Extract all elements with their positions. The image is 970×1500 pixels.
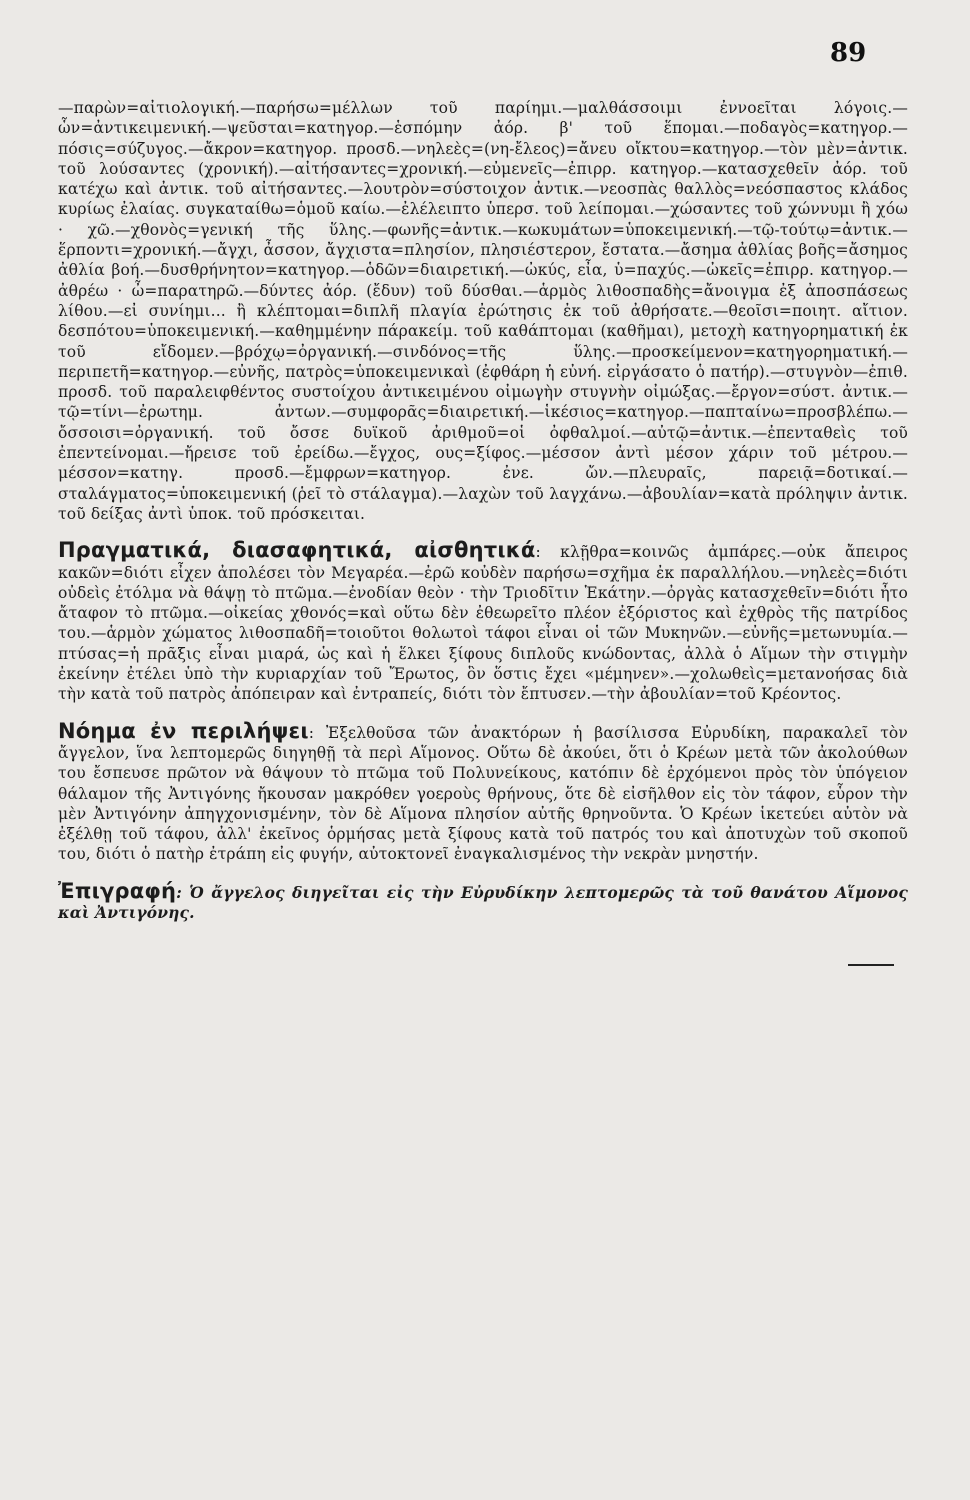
- title-paragraph: [58, 878, 908, 924]
- page-number: 89: [830, 38, 867, 68]
- glossary-text: —παρὼν=αἰτιολογική.—παρήσω=μέλλων τοῦ παρίημι.—μαλθάσσοιμι ἐννοεῖται λόγοις.—ὧν=ἀντικειμενική.—ψεῦσται=κατηγορ.—ἑσπόμην ἀόρ. β' τοῦ ἕπομαι.—ποδαγὸς=κατηγορ.—πόσις=σύζυγος.—ἄκρον=κατηγορ. προσδ.—νηλεὲς=(νη-ἔλεος)=ἄνευ οἴκτου=κατηγορ.—τὸν μὲν=ἀντικ. τοῦ λούσαντες (χρονική).—αἰτήσαντες=χρονική.—εὐμενεῖς—ἐπιρρ. κατηγορ.—κατασχεθεῖν ἀόρ. τοῦ κατέχω καὶ ἀντικ. τοῦ αἰτήσαντες.—λουτρὸν=σύστοιχον ἀντικ.—νεοσπὰς θαλλὸς=νεόσπαστος κλάδος κυρίως ἐλαίας. συγκαταίθω=ὁμοῦ καίω.—ἐλέλειπτο ὑπερσ. τοῦ λείπομαι.—χώσαντες τοῦ χώννυμι ἢ χόω · χῶ.—χθονὸς=γενική τῆς ὕλης.—φωνῆς=ἀντικ.—κωκυμάτων=ὑποκειμενική.—τῷ-τούτῳ=ἀντικ.—ἕρποντι=χρονική.—ἄγχι, ἆσσον, ἄγχιστα=πλησίον, πλησιέστερον, ἔστατα.—ἄσημα ἀθλίας βοῆς=ἄσημος ἀθλία βοή.—δυσθρήνητον=κατηγορ.—ὁδῶν=διαιρετική.—ὠκύς, εἶα, ὑ=παχύς.—ὠκεῖς=ἐπιρρ. κατηγορ.—ἀθρέω · ὦ=παρατηρῶ.—δύντες ἀόρ. (ἔδυν) τοῦ δύσθαι.—ἁρμὸς λιθοσπαδὴς=ἄνοιγμα ἐξ ἀποσπάσεως λίθου.—εἰ συνίημι... ἢ κλέπτομαι=διπλῆ πλαγία ἐρώτησις ἐκ τοῦ ἀθρήσατε.—θεοῖσι=ποιητ. αἴτιον. δεσπότου=ὑποκειμενική.—καθημμένην πάρακείμ. τοῦ καθάπτομαι (καθῆμαι), μετοχὴ κατηγορηματική ἐκ τοῦ εἴδομεν.—βρόχῳ=ὀργανική.—σινδόνος=τῆς ὕλης.—προσκείμενον=κατηγορηματική.—περιπετῆ=κατηγορ.—εὐνῆς, πατρὸς=ὑποκειμενικαὶ (ἐφθάρη ἡ εὐνή. εἰργάσατο ὁ πατήρ).—στυγνὸν—ἐπιθ. προσδ. τοῦ παραλειφθέντος συστοίχου ἀντικειμένου οἰμωγὴν στυγνὴν οἰμώξας.—ἔργον=σύστ. ἀντικ.—τῷ=τίνι—ἐρωτημ. ἀντων.—συμφορᾶς=διαιρετική.—ἱκέσιος=κατηγορ.—παπταίνω=προσβλέπω.—ὄσσοισι=ὀργανική. τοῦ ὄσσε δυϊκοῦ ἀριθμοῦ=οἱ ὀφθαλμοί.—αὐτῷ=ἀντικ.—ἐπενταθεὶς τοῦ ἐπεντείνομαι.—ἤρεισε τοῦ ἐρείδω.—ἔγχος, ους=ξίφος.—μέσσον ἀντὶ μέσον χάριν τοῦ μέτρου.—μέσσον=κατηγ. προσδ.—ἔμφρων=κατηγορ. ἐνε. ὤν.—πλευραῖς, παρειᾷ=δοτικαί.—σταλάγματος=ὑποκειμενική (ῥεῖ τὸ στάλαγμα).—λαχὼν τοῦ λαγχάνω.—ἀβουλίαν=κατὰ πρόληψιν ἀντικ. τοῦ δείξας ἀντὶ ὑποκ. τοῦ πρόσκειται.: [58, 99, 908, 523]
- practical-notes-heading: Πραγματικά, διασαφητικά, αἰσθητικά: [58, 538, 536, 563]
- title-heading: Ἐπιγραφή: [58, 878, 177, 903]
- title-section: [58, 878, 908, 924]
- summary-paragraph: [58, 718, 908, 865]
- section-divider-rule: [848, 964, 894, 966]
- summary-heading: Νόημα ἐν περιλήψει: [58, 718, 309, 743]
- practical-notes-paragraph: [58, 540, 908, 704]
- practical-notes-text: : κλῇθρα=κοινῶς ἀμπάρες.—οὐκ ἄπειρος κακῶν=διότι εἶχεν ἀπολέσει τὸν Μεγαρέα.—ἐρῶ κοὐδὲν παρήσω=σχῆμα ἐκ παραλλήλου.—νηλεὲς=διότι οὐδεὶς ἐτόλμα νὰ θάψῃ τὸ πτῶμα.—ἐνοδίαν θεὸν · τὴν Τριοδῖτιν Ἑκάτην.—ὀργὰς κατασχεθεῖν=διότι ἦτο ἄταφον τὸ πτῶμα.—οἰκείας χθονός=καὶ οὕτω δὲν ἐθεωρεῖτο πλέον ἐξόριστος καὶ ἐχθρὸς τῆς πατρίδος του.—ἁρμὸν χώματος λιθοσπαδῆ=τοιοῦτοι θολωτοὶ τάφοι εἶναι οἱ τῶν Μυκηνῶν.—εὐνῆς=μετωνυμία.—πτύσας=ἡ πρᾶξις εἶναι μιαρά, ὡς καὶ ἡ ἕλκει ξίφους διπλοῦς κνώδοντας, ἀλλὰ ὁ Αἵμων τὴν στιγμὴν ἐκείνην ἐτέλει ὑπὸ τὴν κυριαρχίαν τοῦ Ἔρωτος, ὃν ὅστις ἔχει «μέμηνεν».—χολωθεὶς=μετανοήσας διὰ τὴν κατὰ τοῦ πατρὸς ἀπόπειραν καὶ ἐντραπείς, διότι τὸν ἔπτυσεν.—τὴν ἀβουλίαν=τοῦ Κρέοντος.: [58, 543, 908, 704]
- practical-notes-section: [58, 540, 908, 704]
- summary-text: : Ἐξελθοῦσα τῶν ἀνακτόρων ἡ βασίλισσα Εὐρυδίκη, παρακαλεῖ τὸν ἄγγελον, ἵνα λεπτομερῶς διηγηθῇ τὰ περὶ Αἵμονος. Οὕτω δὲ ἀκούει, ὅτι ὁ Κρέων μετὰ τῶν ἀκολούθων του ἔσπευσε πρῶτον νὰ θάψουν τὸ πτῶμα τοῦ Πολυνείκους, κατόπιν δὲ ἐρχόμενοι πρὸς τὸν ὑπόγειον θάλαμον τῆς Ἀντιγόνης ἤκουσαν μακρόθεν γοεροὺς θρήνους, ὅτε δὲ εἰσῆλθον εἰς τὸν τάφον, εὗρον τὴν μὲν Ἀντιγόνην ἀπηγχονισμένην, τὸν δὲ Αἵμονα πλησίον αὐτῆς θρηνοῦντα. Ὁ Κρέων ἱκετεύει αὐτὸν νὰ ἐξέλθῃ τοῦ τάφου, ἀλλ' ἐκεῖνος ὁρμήσας μετὰ ξίφους κατὰ τοῦ πατρός του καὶ ἀποτυχὼν τοῦ σκοποῦ του, διότι ὁ πατὴρ ἐτράπη εἰς φυγήν, αὐτοκτονεῖ ἐναγκαλισμένος τὴν νεκρὰν μνηστήν.: [58, 723, 908, 864]
- glossary-section: [58, 98, 908, 524]
- title-text: : Ὁ ἄγγελος διηγεῖται εἰς τὴν Εὐρυδίκην λεπτομερῶς τὰ τοῦ θανάτου Αἵμονος καὶ Ἀντιγόνης.: [58, 882, 908, 922]
- page-body: [58, 98, 908, 923]
- summary-section: [58, 718, 908, 865]
